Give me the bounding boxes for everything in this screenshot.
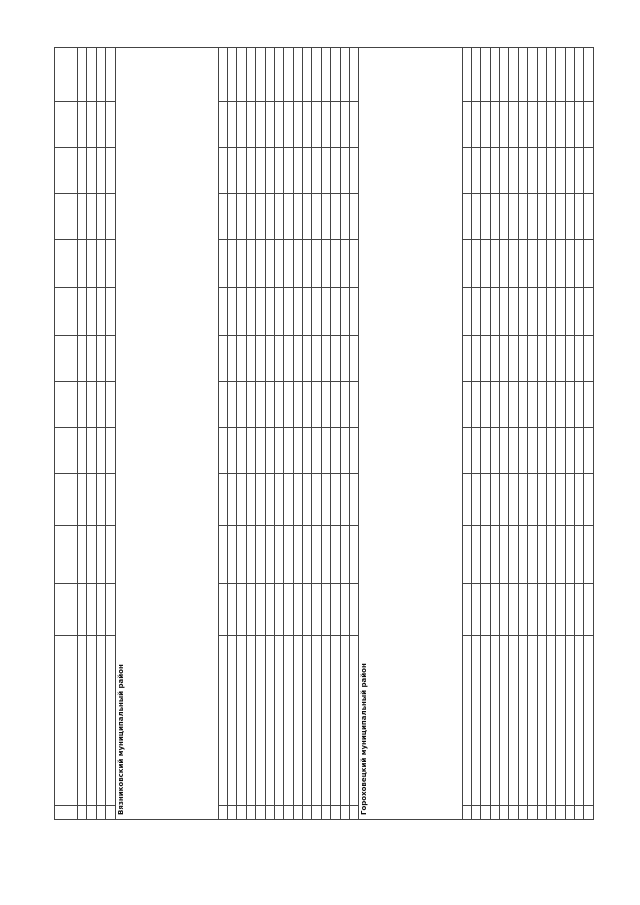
- table-row: [256, 48, 265, 820]
- table-row: [265, 48, 274, 820]
- table-row: [471, 48, 480, 820]
- table-row: [78, 48, 87, 820]
- table-row: [556, 48, 565, 820]
- table-row: [312, 48, 321, 820]
- table-row: [218, 48, 227, 820]
- table-row: [565, 48, 574, 820]
- section-row: [359, 48, 462, 820]
- table-row: [228, 48, 237, 820]
- table-row: [303, 48, 312, 820]
- table-row: [321, 48, 330, 820]
- table-row: [490, 48, 499, 820]
- table-row: [546, 48, 555, 820]
- table-row: [584, 48, 594, 820]
- table-row: [237, 48, 246, 820]
- table-row: [87, 48, 96, 820]
- table-row: [293, 48, 302, 820]
- table-row: [106, 48, 115, 820]
- table-row: [575, 48, 584, 820]
- table-row: [518, 48, 527, 820]
- table-row: [500, 48, 509, 820]
- section-heading-vyaznikovsky: Вязниковский муниципальный район: [115, 48, 218, 820]
- table-row: [284, 48, 293, 820]
- housing-repair-table: [54, 47, 594, 820]
- table-row: [481, 48, 490, 820]
- table-row: [509, 48, 518, 820]
- table-row: [274, 48, 283, 820]
- table-row: [349, 48, 358, 820]
- table-row: [340, 48, 349, 820]
- table-row: [537, 48, 546, 820]
- table-row: [462, 48, 471, 820]
- section-row: [115, 48, 218, 820]
- table-row: [528, 48, 537, 820]
- table-row: [96, 48, 105, 820]
- rotated-table-wrapper: [54, 48, 594, 820]
- table-row: [246, 48, 255, 820]
- table-row: [55, 48, 78, 820]
- section-heading-gorokhovetsky: Гороховецкий муниципальный район: [359, 48, 462, 820]
- table-row: [331, 48, 340, 820]
